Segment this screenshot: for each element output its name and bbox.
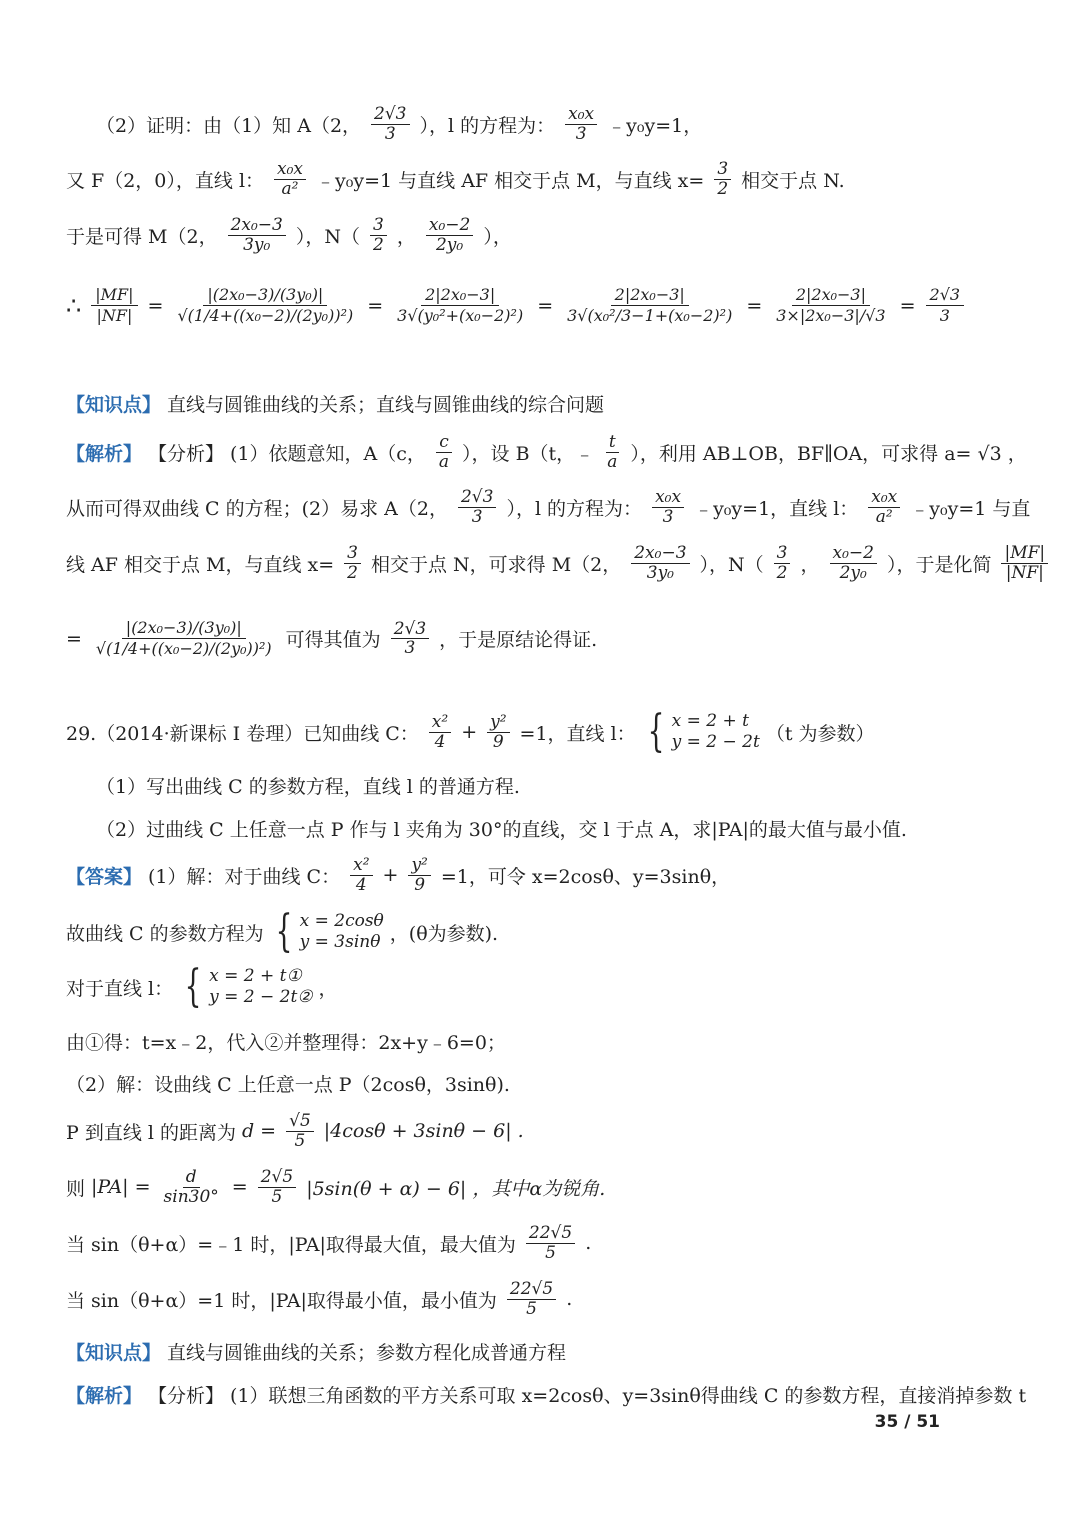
equals: = bbox=[899, 294, 916, 317]
answer-line-9 bbox=[66, 1280, 1020, 1318]
fraction bbox=[429, 713, 451, 751]
frac-num: 2x₀−3 bbox=[631, 544, 689, 564]
text: 相交于点 N，可求得 M（2， bbox=[370, 553, 622, 576]
fraction bbox=[926, 285, 965, 327]
frac-den: 3 bbox=[384, 123, 396, 144]
frac-den: 5 bbox=[271, 1186, 283, 1207]
frac-num: 2√3 bbox=[458, 488, 496, 508]
text: （2）过曲线 C 上任意一点 P 作与 l 夹角为 30°的直线，交 l 于点 A，求|PA|的最大值与最小值. bbox=[96, 819, 907, 841]
frac-den: 3×|2x₀−3|/√3 bbox=[776, 306, 886, 326]
ratio-equation bbox=[66, 285, 1020, 327]
proof-line-2 bbox=[66, 160, 1020, 198]
frac-den: 3 bbox=[939, 306, 950, 326]
fraction bbox=[173, 285, 357, 327]
fraction bbox=[391, 620, 429, 658]
equals: = bbox=[147, 294, 164, 317]
answer-line-1 bbox=[66, 856, 1020, 894]
equals: = bbox=[746, 294, 763, 317]
text: ﹣y₀y=1， bbox=[607, 114, 703, 137]
frac-den: 2 bbox=[776, 562, 788, 583]
answer-line-5 bbox=[66, 1070, 1020, 1097]
frac-num: y² bbox=[408, 856, 430, 876]
text: 直线与圆锥曲线的关系；直线与圆锥曲线的综合问题 bbox=[167, 394, 605, 416]
text: (1）解：对于曲线 C： bbox=[148, 865, 341, 888]
text: ），N（ bbox=[295, 225, 361, 248]
math: d = bbox=[241, 1120, 277, 1143]
frac-num: x² bbox=[429, 713, 451, 733]
knowledge-tag: 【知识点】 bbox=[66, 1342, 162, 1364]
frac-den: a bbox=[607, 451, 618, 472]
math: |PA| = bbox=[91, 1176, 151, 1199]
frac-num: 2√5 bbox=[258, 1168, 296, 1188]
analysis-subtag: 【分析】 bbox=[148, 442, 225, 465]
question-29 bbox=[66, 706, 1020, 757]
fraction bbox=[774, 544, 791, 582]
text: 又 F（2，0），直线 l： bbox=[66, 169, 265, 192]
text: ），设 B（t，﹣ bbox=[462, 442, 595, 465]
frac-num: |MF| bbox=[91, 285, 137, 306]
therefore-symbol: ∴ bbox=[66, 291, 82, 320]
answer-line-3 bbox=[66, 961, 1020, 1012]
text: P 到直线 l 的距离为 bbox=[66, 1121, 236, 1144]
fraction bbox=[714, 160, 731, 198]
equation-system bbox=[179, 961, 313, 1012]
answer-line-4 bbox=[66, 1028, 1020, 1055]
fraction bbox=[228, 216, 286, 254]
frac-num: 22√5 bbox=[507, 1280, 556, 1300]
fraction bbox=[408, 856, 430, 894]
question-29-part-1 bbox=[96, 772, 1020, 799]
text: 则 bbox=[66, 1177, 86, 1200]
frac-den: a bbox=[438, 451, 450, 472]
text: (1）依题意知，A（c， bbox=[230, 442, 426, 465]
text: =1，直线 l： bbox=[519, 722, 636, 745]
text: 当 sin（θ+α）=﹣1 时，|PA|取得最大值，最大值为 bbox=[66, 1233, 516, 1256]
frac-num: 3 bbox=[344, 544, 361, 564]
equals: = bbox=[231, 1176, 248, 1199]
fraction bbox=[426, 216, 473, 254]
answer-tag: 【答案】 bbox=[66, 865, 143, 888]
frac-den: √(1/4+((x₀−2)/(2y₀))²) bbox=[95, 639, 272, 659]
system-row: x = 2cosθ bbox=[299, 910, 384, 931]
plus: + bbox=[382, 864, 399, 887]
knowledge-point-1 bbox=[66, 390, 1020, 417]
equals: = bbox=[367, 294, 384, 317]
fraction bbox=[91, 285, 137, 327]
fraction bbox=[830, 544, 877, 582]
fraction bbox=[393, 285, 527, 327]
analysis-line-5 bbox=[66, 1381, 1027, 1408]
fraction bbox=[507, 1280, 556, 1318]
frac-den: 3 bbox=[404, 638, 416, 659]
frac-den: 2 bbox=[373, 234, 384, 255]
frac-num: t bbox=[606, 433, 619, 453]
frac-den: 3y₀ bbox=[646, 562, 674, 583]
frac-num: x₀x bbox=[652, 488, 684, 508]
text: ），l 的方程为： bbox=[506, 497, 643, 520]
frac-den: 5 bbox=[545, 1242, 556, 1263]
frac-num: |(2x₀−3)/(3y₀)| bbox=[122, 618, 246, 639]
frac-den: |NF| bbox=[96, 306, 133, 326]
fraction bbox=[1001, 544, 1048, 582]
frac-num: 3 bbox=[774, 544, 791, 564]
answer-line-7 bbox=[66, 1168, 1020, 1206]
text: ， bbox=[800, 553, 820, 576]
fraction bbox=[563, 285, 736, 327]
text: 由①得：t=x﹣2，代入②并整理得：2x+y﹣6=0； bbox=[66, 1032, 506, 1054]
frac-num: x₀−2 bbox=[426, 216, 473, 236]
text: ， bbox=[318, 977, 338, 1000]
fraction bbox=[631, 544, 689, 582]
frac-den: 4 bbox=[355, 874, 367, 895]
frac-num: 2x₀−3 bbox=[228, 216, 286, 236]
text: 对于直线 l： bbox=[66, 977, 174, 1000]
frac-num: x₀x bbox=[274, 160, 306, 180]
frac-num: 3 bbox=[370, 216, 387, 236]
frac-num: c bbox=[436, 433, 452, 453]
fraction bbox=[652, 488, 684, 526]
text: 当 sin（θ+α）=1 时，|PA|取得最小值，最小值为 bbox=[66, 1289, 497, 1312]
text: 于是可得 M（2， bbox=[66, 225, 218, 248]
text: ，(θ为参数). bbox=[389, 922, 499, 945]
answer-line-8 bbox=[66, 1224, 1020, 1262]
frac-num: y² bbox=[487, 713, 509, 733]
frac-num: 2√3 bbox=[926, 285, 965, 306]
text: ，于是原结论得证. bbox=[439, 629, 598, 652]
frac-num: x₀−2 bbox=[830, 544, 877, 564]
text: ），l 的方程为： bbox=[419, 114, 556, 137]
text: 直线与圆锥曲线的关系；参数方程化成普通方程 bbox=[167, 1342, 567, 1364]
analysis-line-4 bbox=[66, 618, 1020, 660]
frac-den: 5 bbox=[294, 1130, 306, 1151]
math: |4cosθ + 3sinθ − 6| . bbox=[323, 1120, 524, 1143]
frac-den: 9 bbox=[492, 731, 504, 752]
text: 相交于点 N. bbox=[741, 169, 845, 192]
frac-num: 2√3 bbox=[391, 620, 429, 640]
text: =1，可令 x=2cosθ、y=3sinθ， bbox=[440, 865, 731, 888]
fraction bbox=[286, 1112, 314, 1150]
question-29-part-2 bbox=[96, 815, 1020, 842]
text: (1）联想三角函数的平方关系可取 x=2cosθ、y=3sinθ得曲线 C 的参数方程，直接消掉参数 t bbox=[230, 1385, 1027, 1407]
frac-num: x₀x bbox=[565, 105, 597, 125]
brace: { bbox=[275, 906, 293, 957]
frac-num: x² bbox=[350, 856, 372, 876]
system-row: y = 2 − 2t bbox=[671, 732, 760, 752]
fraction bbox=[436, 433, 452, 471]
proof-line-3 bbox=[66, 216, 1020, 254]
frac-den: √(1/4+((x₀−2)/(2y₀))²) bbox=[177, 306, 354, 326]
analysis-line-3 bbox=[66, 543, 1046, 583]
frac-den: 2y₀ bbox=[435, 234, 464, 255]
fraction bbox=[565, 105, 597, 143]
frac-num: 3 bbox=[714, 160, 731, 180]
text: 从而可得双曲线 C 的方程；(2）易求 A（2， bbox=[66, 497, 448, 520]
fraction bbox=[487, 713, 509, 751]
text: . bbox=[585, 1232, 592, 1255]
frac-den: a² bbox=[281, 178, 299, 199]
text: ﹣y₀y=1，直线 l： bbox=[694, 497, 859, 520]
text: ），利用 AB⊥OB，BF∥OA，可求得 a= √3 ， bbox=[630, 442, 1027, 465]
fraction bbox=[350, 856, 372, 894]
frac-num: √5 bbox=[286, 1112, 314, 1132]
frac-num: 2|2x₀−3| bbox=[421, 285, 499, 306]
analysis-tag: 【解析】 bbox=[66, 1385, 143, 1407]
frac-den: |NF| bbox=[1005, 562, 1044, 583]
analysis-line-1 bbox=[66, 432, 1027, 472]
frac-den: 3 bbox=[471, 506, 483, 527]
equals: = bbox=[537, 294, 554, 317]
fraction bbox=[344, 544, 361, 582]
plus: + bbox=[461, 721, 478, 743]
analysis-subtag: 【分析】 bbox=[148, 1385, 225, 1407]
frac-num: 2|2x₀−3| bbox=[792, 285, 870, 306]
text: ）， bbox=[483, 225, 512, 248]
fraction bbox=[458, 488, 496, 526]
text: ），N（ bbox=[699, 553, 764, 576]
frac-den: 2 bbox=[347, 562, 358, 583]
frac-den: 3 bbox=[662, 506, 674, 527]
fraction bbox=[526, 1224, 575, 1262]
frac-den: 3√(x₀²/3−1+(x₀−2)²) bbox=[567, 306, 733, 326]
text: ），于是化简 bbox=[886, 553, 992, 576]
text: ﹣y₀y=1 与直 bbox=[910, 497, 1031, 520]
frac-den: 3 bbox=[575, 123, 587, 144]
equals: = bbox=[66, 627, 82, 650]
text: ﹣y₀y=1 与直线 AF 相交于点 M，与直线 x= bbox=[316, 169, 705, 192]
frac-den: a² bbox=[875, 506, 893, 527]
frac-den: 3√(y₀²+(x₀−2)²) bbox=[397, 306, 524, 326]
text: （1）写出曲线 C 的参数方程，直线 l 的普通方程. bbox=[96, 776, 520, 798]
fraction bbox=[161, 1168, 222, 1206]
frac-num: |MF| bbox=[1001, 544, 1048, 564]
page-number: 35 / 51 bbox=[874, 1412, 940, 1432]
knowledge-tag: 【知识点】 bbox=[66, 394, 162, 416]
system-row: x = 2 + t① bbox=[209, 965, 302, 986]
equation-system bbox=[270, 906, 384, 957]
frac-den: 9 bbox=[414, 874, 426, 895]
system-row: y = 2 − 2t② bbox=[209, 987, 313, 1007]
text: 可得其值为 bbox=[285, 629, 381, 652]
brace: { bbox=[184, 961, 202, 1012]
frac-num: x₀x bbox=[868, 488, 900, 508]
frac-num: 2√3 bbox=[371, 105, 409, 125]
fraction bbox=[370, 216, 387, 254]
frac-num: 22√5 bbox=[526, 1224, 575, 1244]
system-row: y = 3sinθ bbox=[299, 932, 381, 952]
frac-num: 2|2x₀−3| bbox=[611, 285, 689, 306]
frac-den: 3y₀ bbox=[243, 234, 271, 255]
frac-den: 2y₀ bbox=[839, 562, 867, 583]
knowledge-point-2 bbox=[66, 1338, 1020, 1365]
answer-line-6 bbox=[66, 1112, 1020, 1150]
fraction bbox=[604, 433, 620, 471]
frac-den: sin30° bbox=[163, 1186, 219, 1207]
proof-line-1 bbox=[96, 105, 1020, 143]
text: （t 为参数） bbox=[765, 722, 875, 745]
fraction bbox=[371, 105, 409, 143]
fraction bbox=[258, 1168, 296, 1206]
text: ， bbox=[396, 225, 416, 248]
question-text: 29.（2014·新课标 I 卷理）已知曲线 C： bbox=[66, 722, 419, 745]
frac-den: 5 bbox=[526, 1298, 537, 1319]
frac-den: 2 bbox=[717, 178, 729, 199]
brace: { bbox=[647, 706, 665, 757]
frac-den: 4 bbox=[434, 731, 446, 752]
frac-num: |(2x₀−3)/(3y₀)| bbox=[203, 285, 327, 306]
text: （2）证明：由（1）知 A（2， bbox=[96, 114, 362, 137]
text: 故曲线 C 的参数方程为 bbox=[66, 922, 264, 945]
text: 线 AF 相交于点 M，与直线 x= bbox=[66, 553, 335, 576]
analysis-line-2 bbox=[66, 487, 1031, 527]
text: . bbox=[566, 1288, 573, 1311]
fraction bbox=[772, 285, 889, 327]
fraction bbox=[92, 618, 276, 660]
answer-line-2 bbox=[66, 906, 1020, 957]
analysis-tag: 【解析】 bbox=[66, 442, 143, 465]
equation-system bbox=[642, 706, 760, 757]
system-row: x = 2 + t bbox=[671, 710, 749, 731]
frac-num: d bbox=[183, 1168, 200, 1188]
math: |5sin(θ + α) − 6| ，其中α为锐角. bbox=[306, 1177, 606, 1200]
fraction bbox=[868, 488, 900, 526]
fraction bbox=[274, 160, 306, 198]
text: （2）解：设曲线 C 上任意一点 P（2cosθ，3sinθ). bbox=[66, 1074, 510, 1096]
